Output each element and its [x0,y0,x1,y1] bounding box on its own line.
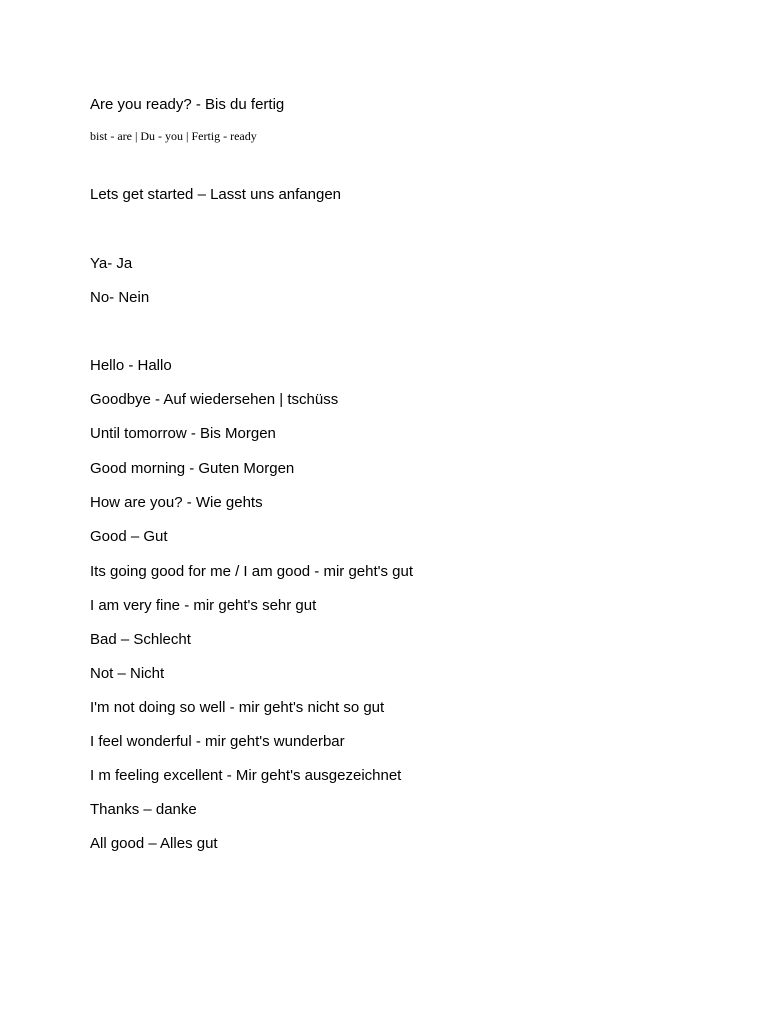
phrase-line: I feel wonderful - mir geht's wunderbar [90,733,345,750]
phrase-line: Good morning - Guten Morgen [90,460,295,477]
phrase-line: Bad – Schlecht [90,631,191,648]
phrase-line: I am very fine - mir geht's sehr gut [90,597,317,614]
vocabulary-note: bist - are | Du - you | Fertig - ready [90,129,257,143]
phrase-line: I m feeling excellent - Mir geht's ausgezeichnet [90,767,402,784]
phrase-line: How are you? - Wie gehts [90,494,263,511]
phrase-line: I'm not doing so well - mir geht's nicht so gut [90,699,385,716]
phrase-line: Good – Gut [90,528,168,545]
phrase-line: All good – Alles gut [90,835,218,852]
yes-no-phrase: No- Nein [90,289,150,306]
phrase-line: Until tomorrow - Bis Morgen [90,425,276,442]
phrase-line: Goodbye - Auf wiedersehen | tschüss [90,391,339,408]
phrase-heading: Are you ready? - Bis du fertig [90,96,285,113]
yes-no-phrase: Ya- Ja [90,255,133,272]
phrase-line: Hello - Hallo [90,357,172,374]
phrase-line: Thanks – danke [90,801,197,818]
phrase-line: Its going good for me / I am good - mir geht's gut [90,563,414,580]
intro-phrase: Lets get started – Lasst uns anfangen [90,186,342,203]
phrase-line: Not – Nicht [90,665,165,682]
